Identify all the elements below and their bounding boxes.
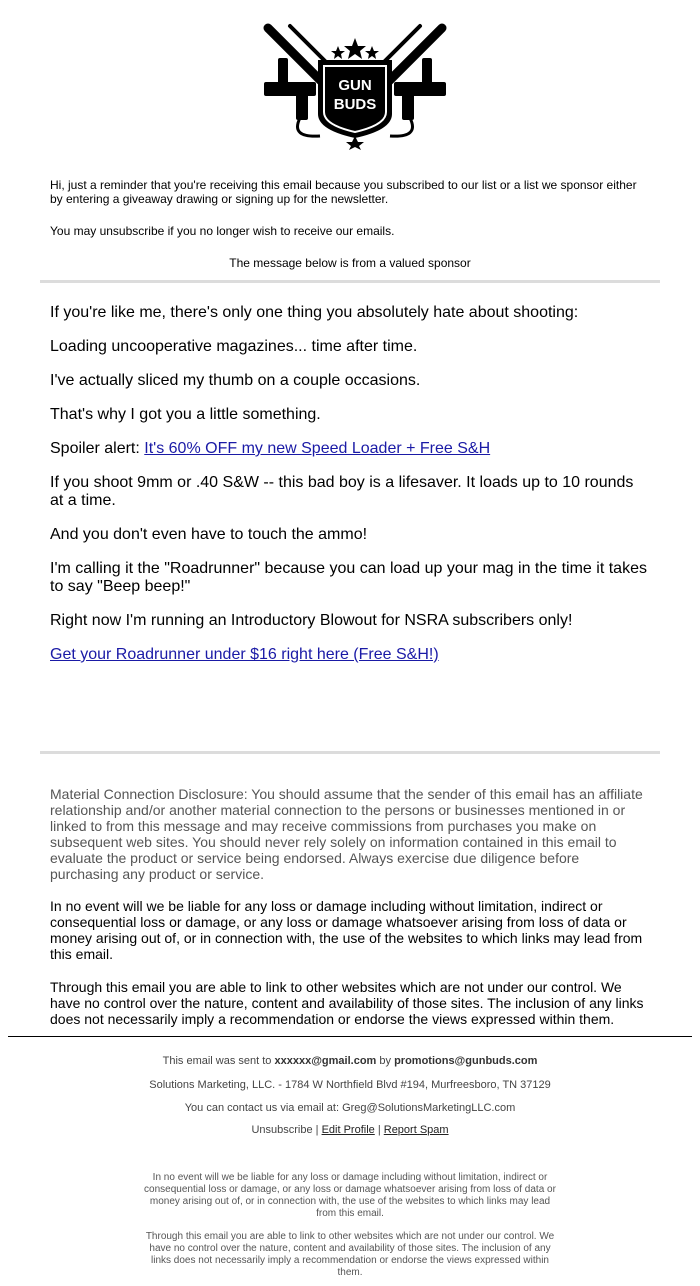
spoiler-paragraph xyxy=(50,440,650,458)
link-separator: | xyxy=(312,1124,322,1136)
middle-divider xyxy=(40,751,660,754)
footer-links xyxy=(0,1124,700,1137)
message-paragraph-6: If you shoot 9mm or .40 S&W -- this bad boy is a lifesaver. It loads up to 10 rounds at a time. xyxy=(50,474,634,509)
company-address: Solutions Marketing, LLC. - 1784 W Northfield Blvd #194, Murfreesboro, TN 37129 xyxy=(149,1079,551,1091)
unsubscribe-note: You may unsubscribe if you no longer wish to receive our emails. xyxy=(50,224,395,238)
logo-graphic xyxy=(260,18,450,150)
sender-email: promotions@gunbuds.com xyxy=(394,1055,538,1067)
fine-print-liability: In no event will we be liable for any loss or damage including without limitation, indirect or consequential loss or damage, or any loss or damage whatsoever arising from loss of data or money arising out of, or in connection with, the use of the websites to which links may lead from this email. xyxy=(144,1172,556,1219)
message-paragraph-8: I'm calling it the "Roadrunner" because you can load up your mag in the time it takes to say "Beep beep!" xyxy=(50,560,647,595)
contact-line: You can contact us via email at: Greg@SolutionsMarketingLLC.com xyxy=(184,1102,516,1114)
message-paragraph-9: Right now I'm running an Introductory Blowout for NSRA subscribers only! xyxy=(50,612,573,629)
fine-print-links: Through this email you are able to link to other websites which are not under our control. We have no control over the nature, content and availability of those sites. The inclusion of any links does not necessarily imply a recommendation or endorse the views expressed within them. xyxy=(145,1231,555,1278)
material-connection-disclosure: Material Connection Disclosure: You should assume that the sender of this email has an affiliate relationship and/or another material connection to the persons or businesses mentioned in or linked to from this message and may receive commissions from purchases you make on subsequent web sites. You should never rely solely on information contained in this email to evaluate the product or service being endorsed. Always exercise due diligence before purchasing any product or service. xyxy=(50,786,643,882)
recipient-email: xxxxxx@gmail.com xyxy=(274,1055,377,1067)
message-paragraph-2: Loading uncooperative magazines... time after time. xyxy=(50,338,418,355)
footer-divider xyxy=(8,1036,692,1037)
external-links-disclaimer: Through this email you are able to link to other websites which are not under our control. We have no control over the nature, content and availability of those sites. The inclusion of any links does not necessarily imply a recommendation or endorse the views expressed within them. xyxy=(50,979,644,1027)
sent-prefix: This email was sent to xyxy=(162,1055,275,1067)
edit-profile-link[interactable]: Edit Profile xyxy=(321,1124,375,1136)
sponsor-note: The message below is from a valued sponsor xyxy=(229,256,471,270)
roadrunner-cta-link[interactable]: Get your Roadrunner under $16 right here (Free S&H!) xyxy=(50,646,439,663)
unsubscribe-link[interactable]: Unsubscribe xyxy=(251,1124,313,1136)
link-separator: | xyxy=(374,1124,384,1136)
top-divider xyxy=(40,280,660,283)
speed-loader-offer-link[interactable]: It's 60% OFF my new Speed Loader + Free S&H xyxy=(144,440,491,457)
gun-buds-logo xyxy=(260,18,450,150)
sent-by: by xyxy=(376,1055,395,1067)
spoiler-prefix: Spoiler alert: xyxy=(50,440,145,457)
sent-to-line xyxy=(0,1055,700,1068)
logo-text-line1: GUN xyxy=(338,77,372,94)
message-paragraph-4: That's why I got you a little something. xyxy=(50,406,321,423)
subscription-reminder: Hi, just a reminder that you're receiving this email because you subscribed to our list or a list we sponsor either by entering a giveaway drawing or signing up for the newsletter. xyxy=(50,178,637,206)
message-paragraph-7: And you don't even have to touch the ammo! xyxy=(50,526,368,543)
logo-text-line2: BUDS xyxy=(333,96,377,113)
report-spam-link[interactable]: Report Spam xyxy=(383,1124,449,1136)
cta-paragraph xyxy=(50,646,650,664)
message-paragraph-3: I've actually sliced my thumb on a couple occasions. xyxy=(50,372,421,389)
message-paragraph-1: If you're like me, there's only one thing you absolutely hate about shooting: xyxy=(50,304,579,321)
liability-disclaimer: In no event will we be liable for any loss or damage including without limitation, indirect or consequential loss or damage, or any loss or damage whatsoever arising from loss of data or money arising out of, or in connection with, the use of the websites to which links may lead from this email. xyxy=(50,898,643,962)
